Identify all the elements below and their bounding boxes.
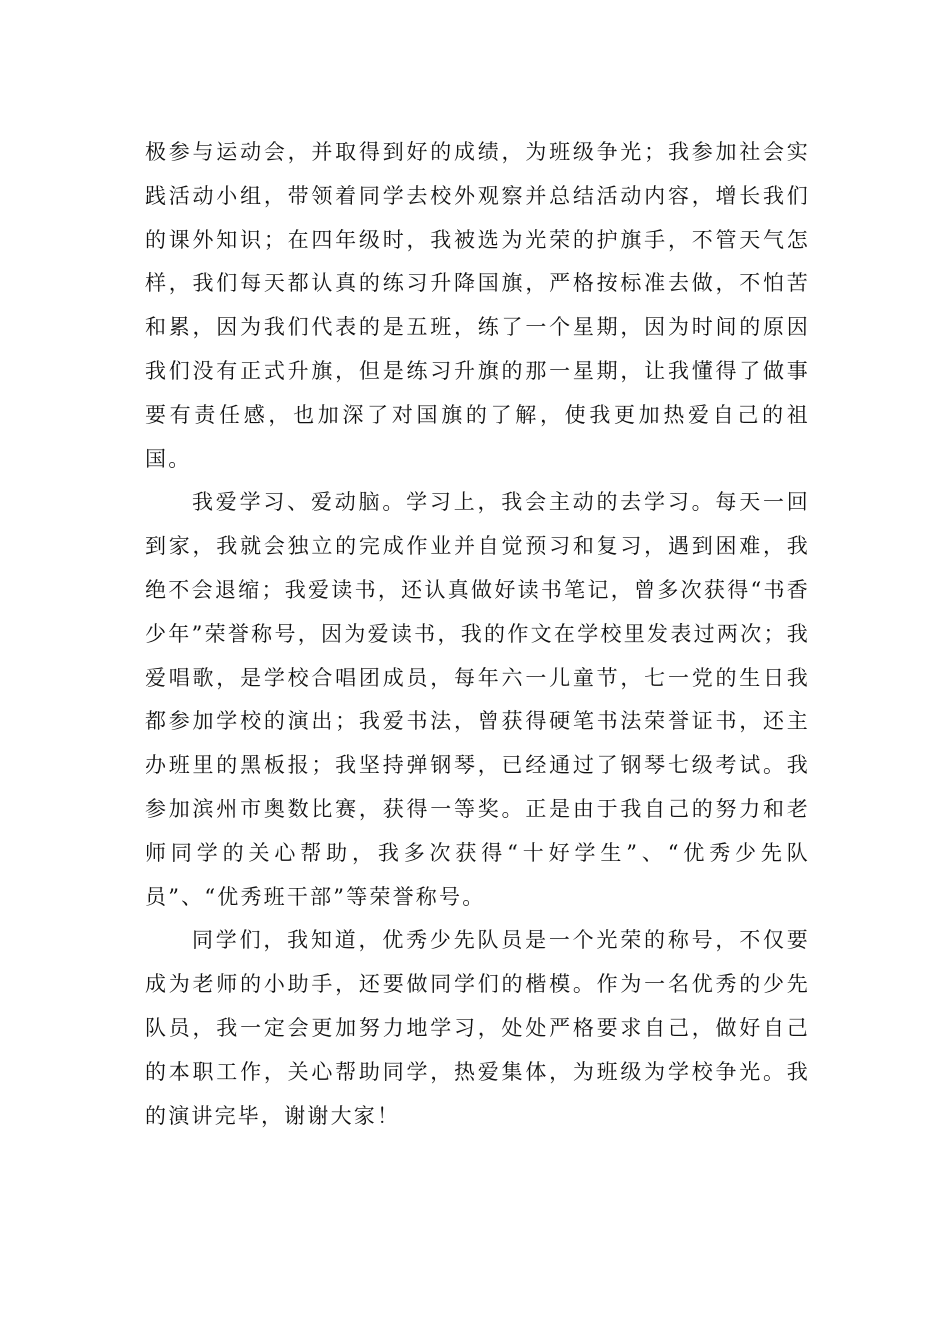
paragraph-continued: 极参与运动会，并取得到好的成绩，为班级争光；我参加社会实践活动小组，带领着同学去校外观察并总结活动内容，增长我们的课外知识；在四年级时，我被选为光荣的护旗手，不管天气怎样，我们每天都认真的练习升降国旗，严格按标准去做，不怕苦和累，因为我们代表的是五班，练了一个星期，因为时间的原因我们没有正式升旗，但是练习升旗的那一星期，让我懂得了做事要有责任感，也加深了对国旗的了解，使我更加热爱自己的祖国。 [145, 140, 810, 471]
document-body [145, 131, 810, 1138]
paragraph-study: 我爱学习、爱动脑。学习上，我会主动的去学习。每天一回到家，我就会独立的完成作业并自觉预习和复习，遇到困难，我绝不会退缩；我爱读书，还认真做好读书笔记，曾多次获得“书香少年”荣誉称号，因为爱读书，我的作文在学校里发表过两次；我爱唱歌，是学校合唱团成员，每年六一儿童节，七一党的生日我都参加学校的演出；我爱书法，曾获得硬笔书法荣誉证书，还主办班里的黑板报；我坚持弹钢琴，已经通过了钢琴七级考试。我参加滨州市奥数比赛，获得一等奖。正是由于我自己的努力和老师同学的关心帮助，我多次获得“十好学生”、“优秀少先队员”、“优秀班干部”等荣誉称号。 [145, 490, 810, 909]
paragraph-closing: 同学们，我知道，优秀少先队员是一个光荣的称号，不仅要成为老师的小助手，还要做同学们的楷模。作为一名优秀的少先队员，我一定会更加努力地学习，处处严格要求自己，做好自己的本职工作，关心帮助同学，热爱集体，为班级为学校争光。我的演讲完毕，谢谢大家！ [145, 928, 810, 1128]
